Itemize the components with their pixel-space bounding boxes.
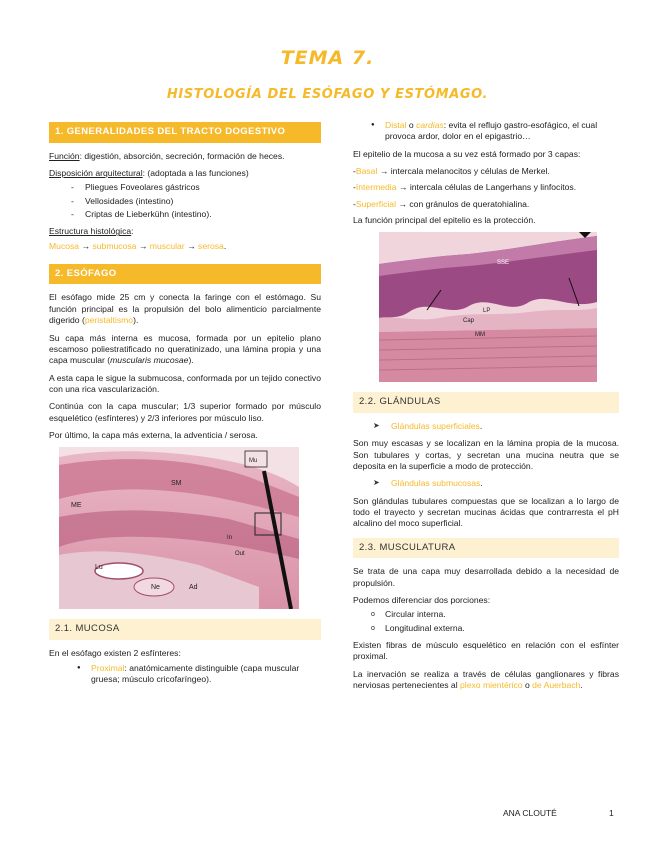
layer-mucosa: Mucosa [49, 240, 80, 251]
estructura-colon: : [131, 226, 134, 237]
highlight: plexo mientérico [460, 679, 523, 690]
micro-label-sse: SSE [497, 260, 510, 267]
arrow: → [187, 240, 196, 251]
list-item [373, 421, 619, 432]
micro-label-ne: Ne [151, 584, 160, 592]
esofago-p5: Por último, la capa más externa, la adventicia / serosa. [49, 429, 258, 440]
highlight: Basal [355, 166, 378, 177]
text: . [480, 478, 483, 489]
dash: - [353, 182, 356, 193]
list-item: - Criptas de Lieberkühn (intestino). [71, 209, 321, 220]
estructura-paragraph [49, 226, 321, 237]
musculatura-p2: Podemos diferenciar dos porciones: [353, 594, 491, 605]
micro-label-in: In [227, 535, 233, 542]
section-heading-2-2: 2.2. GLÁNDULAS [353, 392, 619, 413]
right-column [353, 120, 619, 697]
highlight: Intermedia [355, 182, 397, 193]
esofago-p2 [49, 333, 321, 367]
esofago-p3: A esta capa le sigue la submucosa, conformada por un tejido conectivo con una rica vascularización. [49, 372, 321, 394]
funcion-paragraph [49, 151, 321, 162]
list-item: - Pliegues Foveolares gástricos [71, 182, 321, 193]
list-item: o Circular interna. [371, 609, 619, 620]
list-item [373, 478, 619, 489]
period: . [223, 240, 227, 251]
text: ). [188, 355, 194, 366]
highlight: cardias [416, 120, 444, 130]
list-item [77, 663, 321, 686]
micro-label-out: Out [235, 551, 245, 558]
micro-label-sm: SM [171, 480, 182, 488]
text: : evita el reflujo gastro-esofágico, el cual provoca ardor, dolor en el epigastrio… [385, 120, 598, 142]
epitelio-funcion: La función principal del epitelio es la protección. [353, 215, 536, 226]
page-subtitle: HISTOLOGÍA DEL ESÓFAGO Y ESTÓMAGO. [166, 87, 489, 102]
text: . [580, 679, 583, 690]
layer-serosa: serosa [198, 240, 224, 251]
layer-superficial [353, 199, 619, 210]
mucosa-intro: En el esófago existen 2 esfínteres: [49, 647, 181, 658]
section-heading-2-3: 2.3. MUSCULATURA [353, 538, 619, 559]
funcion-label: Función [49, 150, 80, 161]
text: → con gránulos de queratohialina. [396, 198, 530, 209]
page-number: 1 [609, 808, 614, 818]
esofago-p1 [49, 292, 321, 326]
porciones-list [371, 609, 619, 634]
musculatura-p1: Se trata de una capa muy desarrollada debido a la necesidad de propulsión. [353, 566, 619, 588]
highlight: peristaltismo [84, 315, 134, 326]
text: : anatómicamente distinguible (capa muscular gruesa; músculo cricofaríngeo). [91, 663, 300, 685]
text: → intercala células de Langerhans y linfocitos. [396, 182, 577, 193]
disposicion-paragraph [49, 168, 321, 179]
text: ). [133, 315, 139, 326]
glandulas-p1: Son muy escasas y se localizan en la lámina propia de la mucosa. Son tubulares y cortas, y secretan una mucina neutra que se deposita en la superficie a modo de protección. [353, 438, 619, 471]
highlight: Proximal [91, 663, 125, 674]
italic-term: muscularis mucosae [110, 355, 189, 366]
estructura-label: Estructura histológica [49, 226, 132, 237]
esophagus-micrograph-image [59, 447, 299, 609]
text: Su capa más interna es mucosa, formada por un epitelio plano escamoso poliestratificado no queratinizado, una lámina propia y una capa muscular ( [49, 332, 321, 366]
layer-basal [353, 166, 619, 177]
arrow: → [81, 240, 91, 251]
funcion-text: : digestión, absorción, secreción, formación de heces. [79, 150, 285, 161]
text: . [479, 420, 483, 431]
micro-label-me: ME [71, 502, 82, 510]
epitelio-intro: El epitelio de la mucosa a su vez está formado por 3 capas: [353, 148, 581, 159]
esofago-p4: Continúa con la capa muscular; 1/3 superior formado por músculo esquelético (esfínteres) y 2/3 inferiores por músculo liso. [49, 401, 321, 423]
esfinteres-list-cont [371, 120, 619, 143]
esfinteres-list [77, 663, 321, 686]
disposicion-text: : (adoptada a las funciones) [142, 167, 249, 178]
epithelium-micrograph-image [379, 232, 597, 382]
micro-label-lp: LP [483, 308, 491, 315]
glandulas-p2: Son glándulas tubulares compuestas que se localizan a lo largo de todo el trayecto y secretan mucinas ácidas que contrarresta el pH alcalino del moco superficial. [353, 495, 619, 529]
list-item: - Vellosidades (intestino) [71, 196, 321, 207]
footer-author: ANA CLOUTÉ [503, 808, 557, 818]
micro-label-lu: Lu [95, 564, 103, 572]
highlight: Glándulas superficiales [391, 420, 480, 431]
list-item [371, 120, 619, 143]
layers-line [49, 241, 321, 252]
highlight: de Auerbach [532, 679, 581, 690]
layer-intermedia [353, 182, 619, 193]
highlight: Distal [385, 120, 407, 130]
glandulas-list-1 [373, 421, 619, 432]
micro-label-mm: MM [475, 332, 485, 339]
section-heading-2-1: 2.1. MUCOSA [49, 619, 321, 640]
micro-label-cap: Cap [463, 318, 475, 325]
disposicion-label: Disposición arquitectural [49, 167, 143, 178]
glandulas-list-2 [373, 478, 619, 489]
left-column [49, 120, 321, 692]
dash: - [353, 166, 356, 177]
text: El esófago mide 25 cm y conecta la faringe con el estómago. Su función principal es la propulsión del bolo alimenticio parcialmente digerido ( [49, 292, 321, 326]
text: o [522, 679, 533, 690]
musculatura-p4 [353, 669, 619, 692]
layer-submucosa: submucosa [92, 240, 137, 251]
highlight: Superficial [355, 198, 396, 209]
list-item: o Longitudinal externa. [371, 623, 619, 634]
micro-label-ad: Ad [189, 584, 198, 592]
text: → intercala melanocitos y células de Merkel. [377, 166, 550, 177]
disposicion-list [71, 182, 321, 220]
musculatura-p3: Existen fibras de músculo esquelético en relación con el esfínter proximal. [353, 639, 619, 662]
micro-label-mu: Mu [249, 458, 258, 465]
section-heading-1: 1. GENERALIDADES DEL TRACTO DOGESTIVO [49, 122, 321, 143]
dash: - [353, 198, 356, 209]
arrow: → [138, 240, 148, 251]
section-heading-2: 2. ESÓFAGO [49, 264, 321, 285]
page-title: TEMA 7. [280, 47, 375, 69]
text: La inervación se realiza a través de células ganglionares y fibras nerviosas pertenecientes al [353, 668, 619, 690]
text: o [406, 120, 417, 130]
layer-muscular: muscular [149, 240, 185, 251]
highlight: Glándulas submucosas [391, 478, 481, 489]
